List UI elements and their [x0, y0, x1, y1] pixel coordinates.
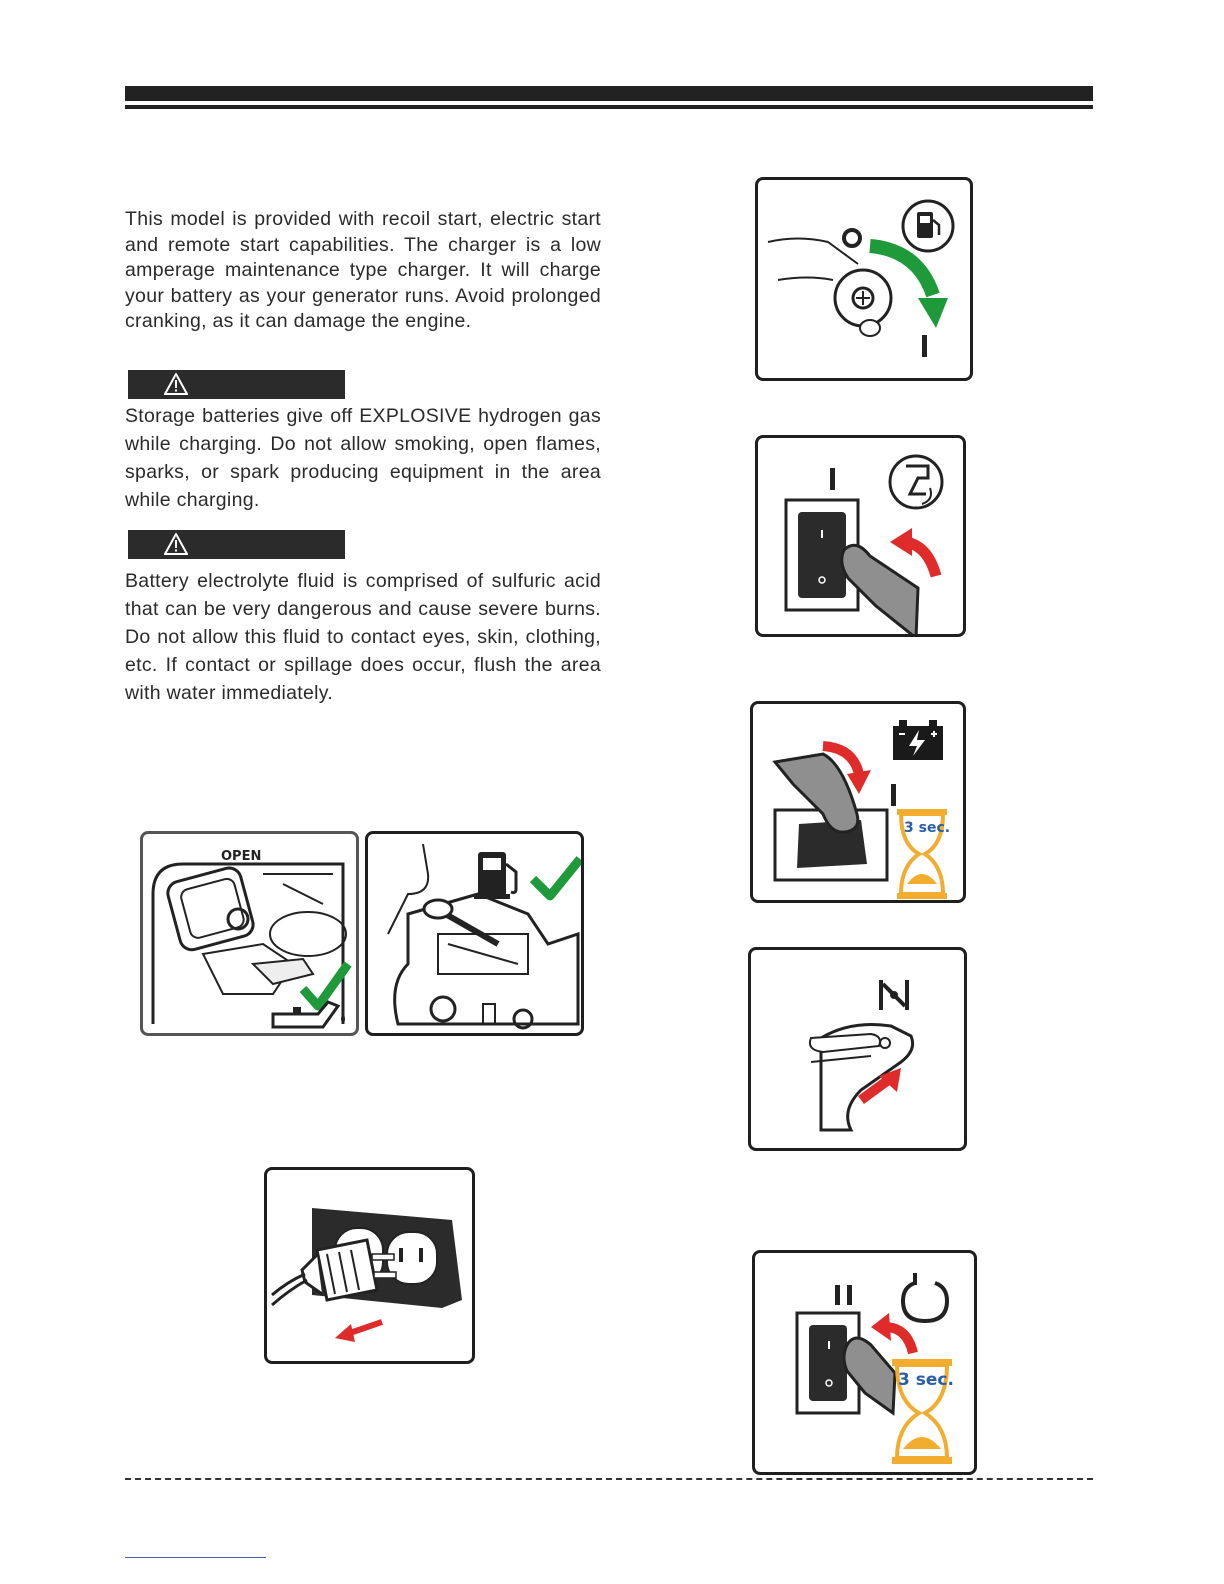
battery-icon	[893, 720, 943, 760]
off-position-mark	[844, 230, 860, 246]
oil-can-icon	[273, 1002, 345, 1027]
warning-banner	[128, 530, 345, 559]
recoil-start-icon	[903, 1273, 947, 1321]
warning-text: Battery electrolyte fluid is comprised of sulfuric acid that can be very dangerous and cause severe burns. Do not allow this fluid to contact eyes, skin, clothing, etc. If contact or spillage does occur, flush the area with water immediately.	[125, 570, 601, 704]
timer-label: 3 sec.	[898, 1370, 954, 1390]
fuel-pump-icon	[474, 852, 516, 899]
arrow-icon	[871, 1313, 913, 1353]
arrow-icon	[335, 1322, 382, 1342]
engine-switch-illustration	[755, 435, 966, 637]
warning-triangle-icon	[164, 533, 188, 555]
fuel-valve-illustration	[755, 177, 973, 381]
choke-icon	[879, 980, 909, 1010]
engine-icon	[890, 456, 942, 508]
check-icon	[533, 859, 580, 896]
fuel-pump-icon	[903, 201, 953, 251]
battery-switch-illustration	[750, 701, 966, 903]
choke-illustration	[748, 947, 967, 1151]
start-switch-illustration	[752, 1250, 977, 1475]
fuel-check-illustration	[365, 831, 584, 1036]
oil-check-illustration	[140, 831, 359, 1036]
warning-banner	[128, 370, 345, 399]
header-bar	[125, 86, 1093, 101]
footer-rule	[125, 1557, 266, 1558]
footer-divider	[125, 1478, 1093, 1480]
timer-label: 3 sec.	[904, 820, 951, 836]
unplug-illustration	[264, 1167, 475, 1364]
open-label: OPEN	[221, 849, 262, 864]
position-mark	[835, 1285, 840, 1305]
warning-text: Storage batteries give off EXPLOSIVE hydrogen gas while charging. Do not allow smoking, open flames, sparks, or spark producing equipment in the area while charging.	[125, 405, 601, 511]
header-rule	[125, 105, 1093, 109]
position-mark	[891, 784, 896, 806]
arrow-icon	[890, 528, 936, 576]
position-mark	[830, 468, 835, 490]
on-position-mark	[922, 335, 927, 357]
intro-paragraph: This model is provided with recoil start, electric start and remote start capabilities. The charger is a low amperage maintenance type charger. It will charge your battery as your generator runs. Avoid prolonged cranking, as it can damage the engine.	[125, 208, 601, 333]
warning-triangle-icon	[164, 373, 188, 395]
